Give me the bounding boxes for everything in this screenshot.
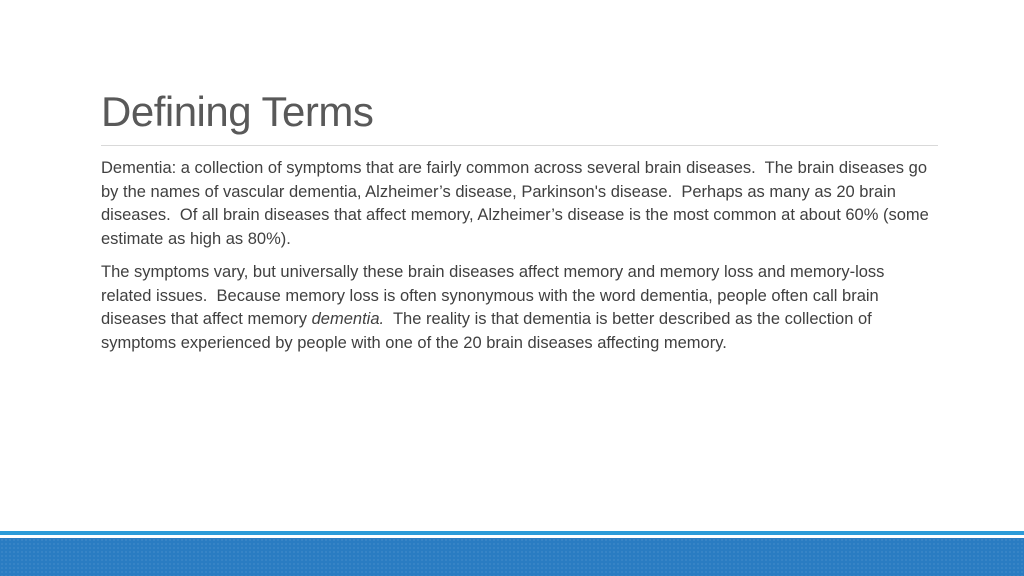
footer-band [0, 538, 1024, 576]
title-divider [101, 145, 938, 146]
paragraph-symptoms [101, 261, 931, 355]
emphasis-dementia: dementia. [311, 310, 385, 328]
slide-title: Defining Terms [101, 88, 374, 135]
footer-accent-line [0, 531, 1024, 535]
slide-body [101, 157, 934, 365]
paragraph-symptoms-before: The symptoms vary, but universally these brain diseases affect memory and memory loss and memory-loss related issues. Because memory loss is often synonymous with the word dementia, people often call brain diseases that affect memory [101, 263, 894, 328]
paragraph-definition: Dementia: a collection of symptoms that are fairly common across several brain diseases. The brain diseases go by the names of vascular dementia, Alzheimer’s disease, Parkinson's disease. Perhaps as many as 20 brain diseases. Of all brain diseases that affect memory, Alzheimer’s disease is the most common at about 60% (some estimate as high as 80%). [101, 159, 934, 248]
paragraph-symptoms-after: The reality is that dementia is better described as the collection of symptoms experienced by people with one of the 20 brain diseases affecting memory. [101, 310, 877, 352]
